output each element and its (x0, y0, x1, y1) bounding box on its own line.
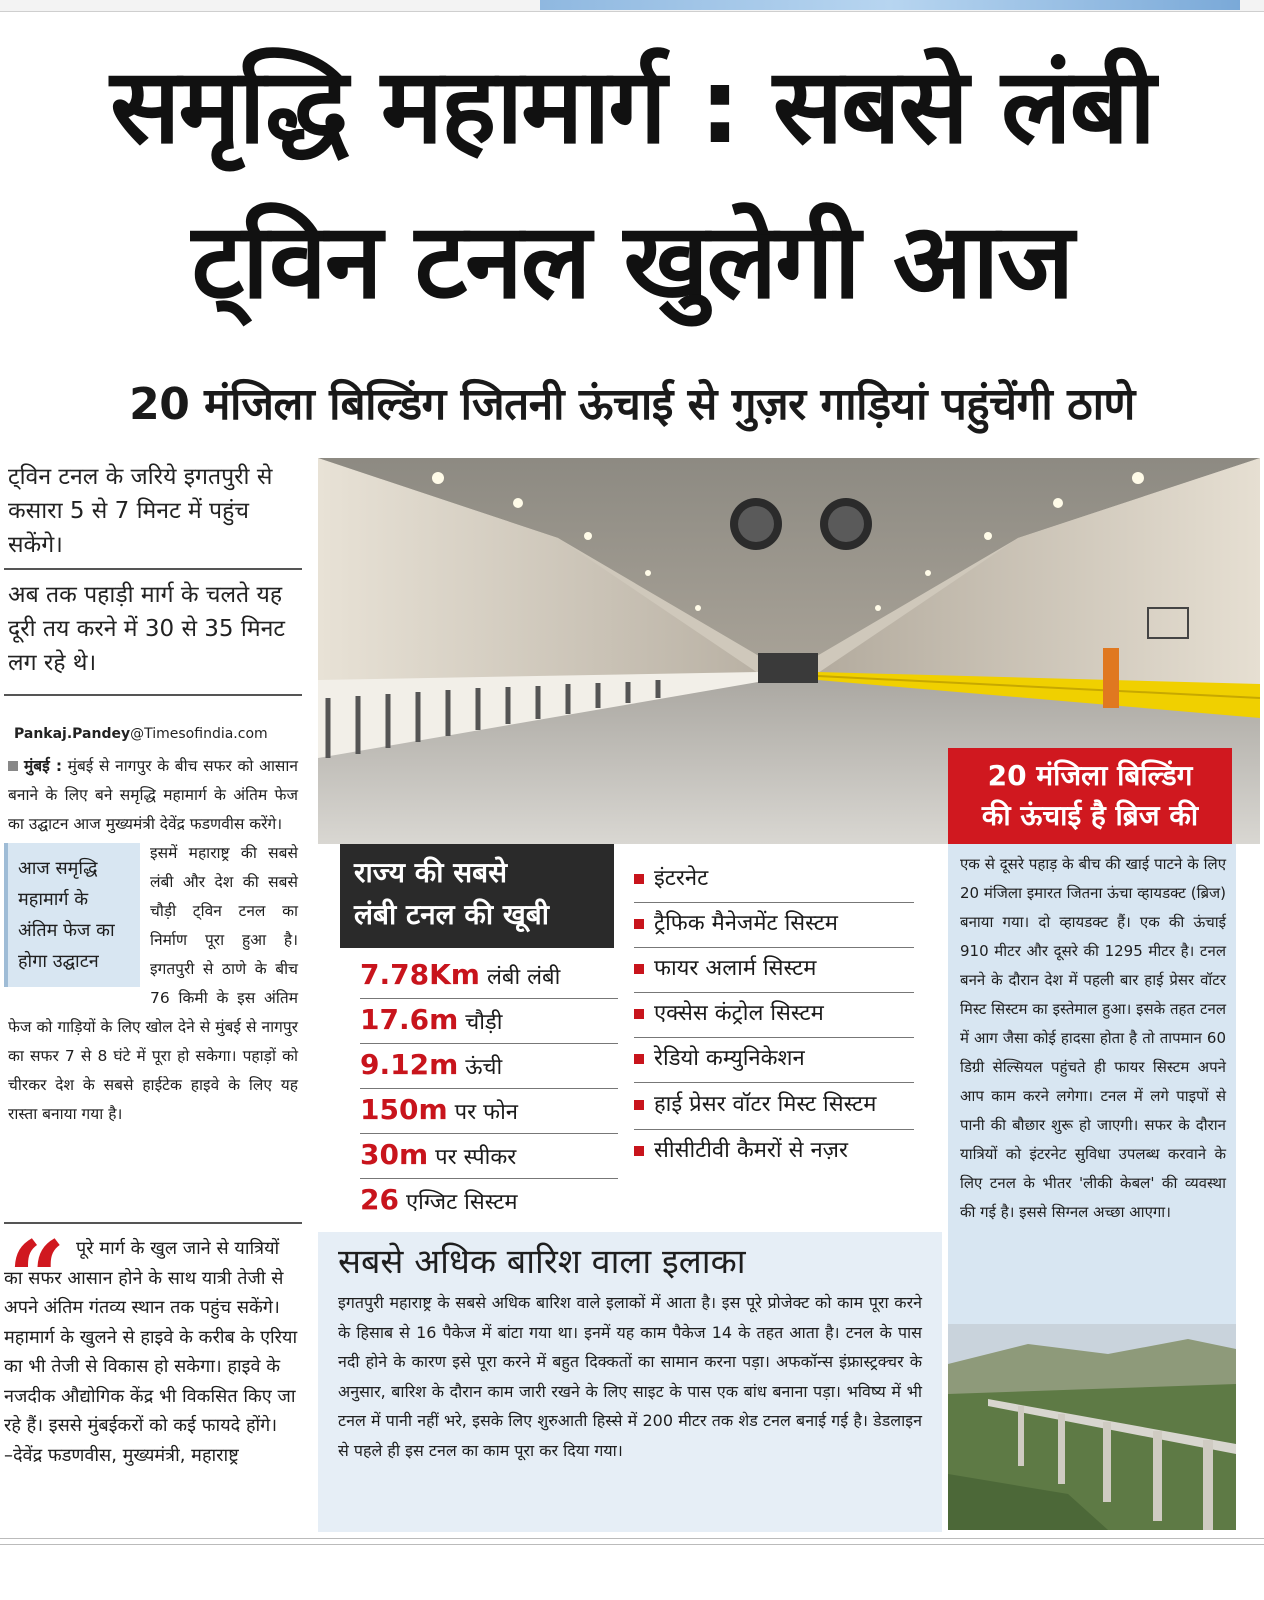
features-title-line-1: राज्य की सबसे (354, 856, 508, 889)
dateline: मुंबई : (24, 757, 63, 775)
article-para-1-text: मुंबई से नागपुर के बीच सफर को आसान बनाने के लिए बने समृद्धि महामार्ग के अंतिम फेज का उद्घाटन आज मुख्यमंत्री देवेंद्र फडणवीस करेंगे। (8, 757, 299, 833)
feature-item-text: सीसीटीवी कैमरों से नज़र (654, 1138, 848, 1163)
top-image-edge (540, 0, 1240, 10)
subheadline: 20 मंजिला बिल्डिंग जितनी ऊंचाई से गुज़र गाड़ियां पहुंचेंगी ठाणे (129, 379, 1135, 430)
feature-item (634, 1083, 914, 1130)
headline-line-1: समृद्धि महामार्ग : सबसे लंबी (110, 45, 1154, 167)
feature-item-text: इंटरनेट (654, 866, 709, 891)
stat-number: 9.12m (360, 1048, 459, 1081)
stat-label: पर फोन (454, 1100, 518, 1125)
bottom-rules (0, 1538, 1264, 1600)
byline-org: @Timesofindia.com (130, 726, 268, 742)
feature-item-text: ट्रैफिक मैनेजमेंट सिस्टम (654, 911, 838, 936)
bridge-title-line-1: 20 मंजिला बिल्डिंग (987, 759, 1193, 792)
feature-item (634, 948, 914, 993)
bridge-red-title (948, 748, 1232, 844)
byline (4, 726, 302, 742)
feature-item (634, 903, 914, 948)
feature-item-text: रेडियो कम्युनिकेशन (654, 1046, 805, 1071)
feature-item (634, 1130, 914, 1174)
rain-body: इगतपुरी महाराष्ट्र के सबसे अधिक बारिश वाले इलाकों में आता है। इस पूरे प्रोजेक्ट को काम पूरा करने के हिसाब से 16 पैकेज में बांटा गया था। इनमें यह काम पैकेज 14 के तहत आता है। टनल के पास नदी होने के कारण इसे पूरा करने में बहुत दिक्कतों का सामान करना पड़ा। अफकॉन्स इंफ्रास्ट्रक्चर के अनुसार, बारिश के दौरान काम जारी रखने के लिए साइट के पास एक बांध बनाना पड़ा। भविष्य में भी टनल में पानी नहीं भरे, इसके लिए शुरुआती हिस्से में 200 मीटर तक शेड टनल बनाई गई है। डेडलाइन से पहले ही इस टनल का काम पूरा कर दिया गया। (338, 1293, 922, 1460)
feature-list (634, 858, 914, 1174)
feature-item (634, 993, 914, 1038)
stat-number: 17.6m (360, 1003, 459, 1036)
red-bullet-icon (634, 874, 644, 884)
stat-width (360, 999, 618, 1044)
rule-line (0, 1544, 1264, 1545)
feature-item (634, 1038, 914, 1083)
red-bullet-icon (634, 1009, 644, 1019)
stat-label: ऊंची (465, 1055, 503, 1080)
rule-line (0, 1538, 1264, 1539)
quote-author: –देवेंद्र फडणवीस, मुख्यमंत्री, महाराष्ट्र (4, 1444, 239, 1466)
feature-item-text: हाई प्रेसर वॉटर मिस्ट सिस्टम (654, 1092, 877, 1117)
stat-number: 26 (360, 1183, 399, 1216)
red-bullet-icon (634, 964, 644, 974)
feature-item (634, 858, 914, 903)
top-strip (0, 0, 1264, 12)
quote-mark-icon: “ (8, 1219, 66, 1337)
stat-number: 7.78Km (360, 958, 480, 991)
quote-box (4, 1219, 302, 1470)
headline-line-2: ट्विन टनल खुलेगी आज (191, 200, 1073, 322)
stat-label: एग्जिट सिस्टम (405, 1190, 518, 1215)
stat-phone (360, 1089, 618, 1134)
lead-point-1: ट्विन टनल के जरिये इगतपुरी से कसारा 5 से 7 मिनट में पहुंच सकेंगे। (4, 458, 302, 570)
left-column (4, 458, 302, 1129)
stat-label: लंबी लंबी (486, 965, 561, 990)
bridge-info-column (948, 844, 1236, 1324)
lead-point-2: अब तक पहाड़ी मार्ग के चलते यह दूरी तय करने में 30 से 35 मिनट लग रहे थे। (4, 570, 302, 696)
feature-item-text: फायर अलार्म सिस्टम (654, 956, 817, 981)
stat-exit (360, 1179, 618, 1224)
stat-speaker (360, 1134, 618, 1179)
square-bullet-icon (8, 761, 18, 771)
bridge-title-line-2: की ऊंचाई है ब्रिज की (981, 799, 1199, 832)
stat-number: 30m (360, 1138, 429, 1171)
stats-list (360, 954, 618, 1224)
tunnel-features-panel (340, 844, 944, 1232)
feature-item-text: एक्सेस कंट्रोल सिस्टम (654, 1001, 824, 1026)
red-bullet-icon (634, 1146, 644, 1156)
quote-text: पूरे मार्ग के खुल जाने से यात्रियों का सफर आसान होने के साथ यात्री तेजी से अपने अंतिम गंतव्य स्थान तक पहुंच सकेंगे। महामार्ग के खुलने से हाइवे के करीब के एरिया का भी तेजी से विकास हो सकेगा। हाइवे के नजदीक औद्योगिक केंद्र भी विकसित किए जा रहे हैं। इससे मुंबईकरों को कई फायदे होंगे। (4, 1238, 298, 1436)
red-bullet-icon (634, 919, 644, 929)
stat-label: चौड़ी (465, 1010, 503, 1035)
stat-length (360, 954, 618, 999)
features-title-line-2: लंबी टनल की खूबी (354, 898, 550, 931)
stat-height (360, 1044, 618, 1089)
rain-heading: सबसे अधिक बारिश वाला इलाका (338, 1242, 746, 1282)
highlight-sidebox: आज समृद्धि महामार्ग के अंतिम फेज का होगा उद्घाटन (4, 843, 140, 987)
article-para-2: इसमें महाराष्ट्र की सबसे लंबी और देश की सबसे चौड़ी ट्विन टनल का निर्माण पूरा हुआ है। इगतपुरी से ठाणे के बीच 76 किमी के इस अंतिम फेज को गाड़ियों के लिए खोल देने से मुंबई से नागपुर का सफर 7 से 8 घंटे में पूरा हो सकेगा। पहाड़ों को चीरकर देश के सबसे हाईटेक हाइवे के लिए यह रास्ता बनाया गया है। (8, 844, 298, 1123)
stat-number: 150m (360, 1093, 448, 1126)
bridge-info-text: एक से दूसरे पहाड़ के बीच की खाई पाटने के लिए 20 मंजिला इमारत जितना ऊंचा व्हायडक्ट (ब्रिज) बनाया गया। दो व्हायडक्ट हैं। एक की ऊंचाई 910 मीटर और दूसरे की 1295 मीटर है। टनल बनने के दौरान देश में पहली बार हाई प्रेसर वॉटर मिस्ट सिस्टम का इस्तेमाल हुआ। इसके तहत टनल में आग जैसा कोई हादसा होता है तो तापमान 60 डिग्री सेल्सियल पहुंचते ही फायर सिस्टम अपने आप काम करने लगेगा। टनल में लगे पाइपों से पानी की बौछार शुरू हो जाएगी। सफर के दौरान यात्रियों को इंटरनेट सुविधा उपलब्ध करवाने के लिए टनल के भीतर 'लीकी केबल' की व्यवस्था की गई है। इससे सिग्नल अच्छा आएगा। (960, 855, 1226, 1221)
red-bullet-icon (634, 1054, 644, 1064)
features-title (340, 844, 614, 948)
rain-section (318, 1232, 942, 1532)
article-para-1 (4, 752, 302, 839)
bridge-photo (948, 1324, 1236, 1530)
stat-label: पर स्पीकर (435, 1145, 517, 1170)
byline-name: Pankaj.Pandey (14, 726, 131, 742)
article-wrap-zone (4, 839, 302, 1129)
red-bullet-icon (634, 1100, 644, 1110)
